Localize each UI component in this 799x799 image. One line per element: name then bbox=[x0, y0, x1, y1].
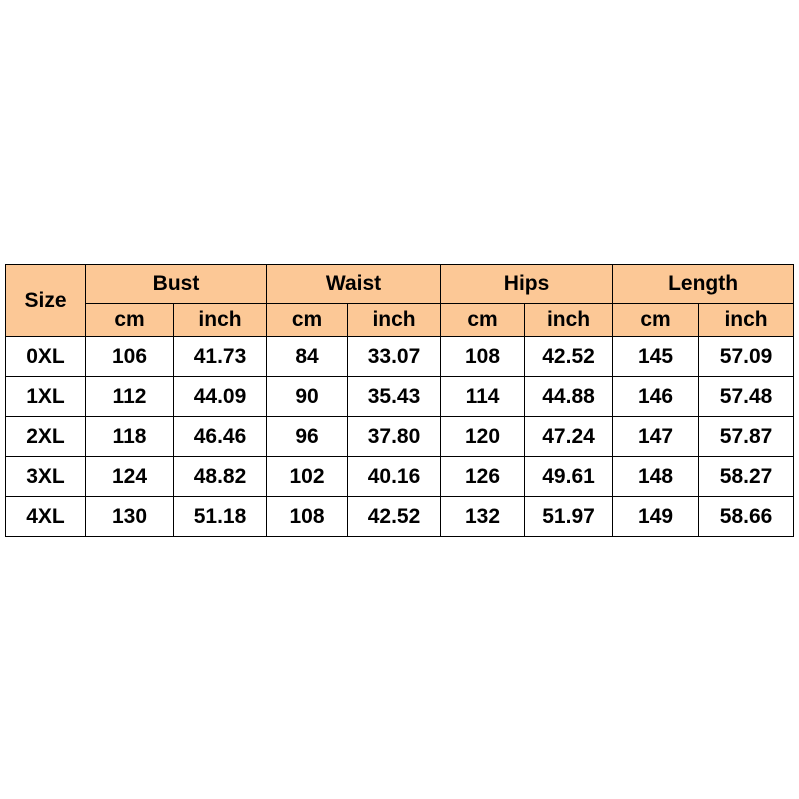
bust-inch-cell: 46.46 bbox=[174, 417, 267, 457]
table-row bbox=[6, 337, 794, 377]
length-inch-cell: 58.66 bbox=[699, 497, 794, 537]
waist-inch-cell: 35.43 bbox=[348, 377, 441, 417]
waist-inch-header: inch bbox=[348, 304, 441, 337]
table-row bbox=[6, 417, 794, 457]
bust-header: Bust bbox=[86, 265, 267, 304]
length-inch-header: inch bbox=[699, 304, 794, 337]
waist-cm-cell: 96 bbox=[267, 417, 348, 457]
size-header: Size bbox=[6, 265, 86, 337]
hips-cm-cell: 108 bbox=[441, 337, 525, 377]
size-cell: 4XL bbox=[6, 497, 86, 537]
waist-inch-cell: 40.16 bbox=[348, 457, 441, 497]
bust-cm-cell: 118 bbox=[86, 417, 174, 457]
hips-inch-cell: 51.97 bbox=[525, 497, 613, 537]
hips-cm-cell: 114 bbox=[441, 377, 525, 417]
waist-cm-cell: 102 bbox=[267, 457, 348, 497]
length-cm-header: cm bbox=[613, 304, 699, 337]
table-row bbox=[6, 497, 794, 537]
length-inch-cell: 58.27 bbox=[699, 457, 794, 497]
bust-cm-cell: 106 bbox=[86, 337, 174, 377]
waist-cm-header: cm bbox=[267, 304, 348, 337]
waist-cm-cell: 90 bbox=[267, 377, 348, 417]
bust-inch-cell: 41.73 bbox=[174, 337, 267, 377]
hips-inch-header: inch bbox=[525, 304, 613, 337]
bust-cm-cell: 124 bbox=[86, 457, 174, 497]
length-inch-cell: 57.87 bbox=[699, 417, 794, 457]
length-inch-cell: 57.09 bbox=[699, 337, 794, 377]
hips-header: Hips bbox=[441, 265, 613, 304]
waist-inch-cell: 37.80 bbox=[348, 417, 441, 457]
length-cm-cell: 146 bbox=[613, 377, 699, 417]
hips-cm-cell: 126 bbox=[441, 457, 525, 497]
hips-cm-header: cm bbox=[441, 304, 525, 337]
bust-inch-cell: 51.18 bbox=[174, 497, 267, 537]
length-cm-cell: 145 bbox=[613, 337, 699, 377]
table-row bbox=[6, 377, 794, 417]
size-cell: 3XL bbox=[6, 457, 86, 497]
bust-inch-header: inch bbox=[174, 304, 267, 337]
length-cm-cell: 148 bbox=[613, 457, 699, 497]
bust-cm-cell: 130 bbox=[86, 497, 174, 537]
length-cm-cell: 149 bbox=[613, 497, 699, 537]
length-header: Length bbox=[613, 265, 794, 304]
hips-inch-cell: 42.52 bbox=[525, 337, 613, 377]
size-cell: 0XL bbox=[6, 337, 86, 377]
hips-inch-cell: 49.61 bbox=[525, 457, 613, 497]
waist-cm-cell: 108 bbox=[267, 497, 348, 537]
waist-inch-cell: 33.07 bbox=[348, 337, 441, 377]
size-chart-table bbox=[5, 264, 794, 537]
table-row bbox=[6, 457, 794, 497]
bust-inch-cell: 44.09 bbox=[174, 377, 267, 417]
hips-inch-cell: 44.88 bbox=[525, 377, 613, 417]
hips-inch-cell: 47.24 bbox=[525, 417, 613, 457]
bust-cm-header: cm bbox=[86, 304, 174, 337]
bust-inch-cell: 48.82 bbox=[174, 457, 267, 497]
hips-cm-cell: 132 bbox=[441, 497, 525, 537]
hips-cm-cell: 120 bbox=[441, 417, 525, 457]
length-cm-cell: 147 bbox=[613, 417, 699, 457]
bust-cm-cell: 112 bbox=[86, 377, 174, 417]
waist-inch-cell: 42.52 bbox=[348, 497, 441, 537]
waist-cm-cell: 84 bbox=[267, 337, 348, 377]
length-inch-cell: 57.48 bbox=[699, 377, 794, 417]
size-cell: 2XL bbox=[6, 417, 86, 457]
size-cell: 1XL bbox=[6, 377, 86, 417]
waist-header: Waist bbox=[267, 265, 441, 304]
